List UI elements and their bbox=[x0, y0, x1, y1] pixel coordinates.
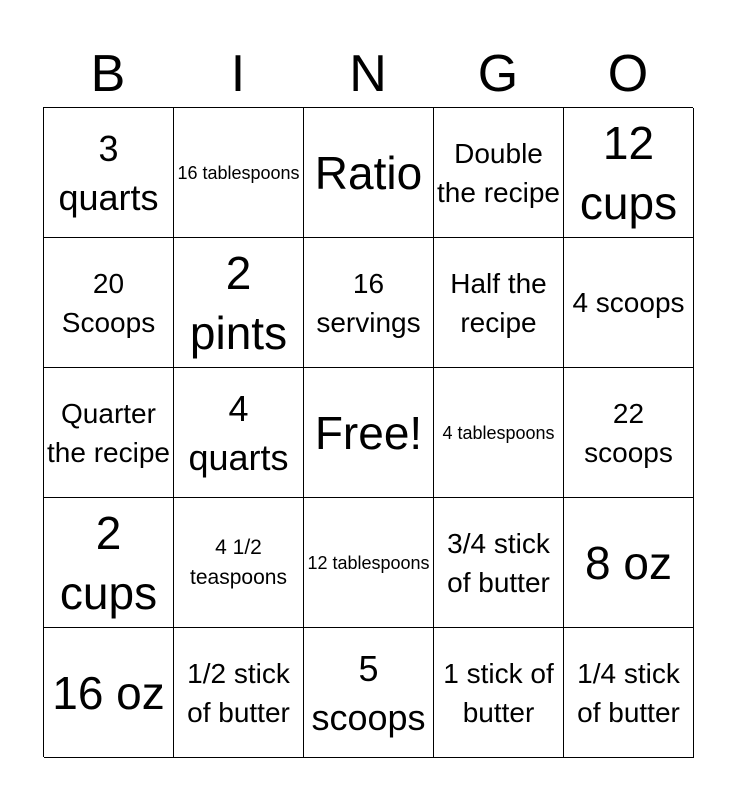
bingo-cell[interactable] bbox=[174, 108, 304, 238]
cell-text: 4 1/2 teaspoons bbox=[190, 535, 287, 589]
bingo-cell[interactable] bbox=[564, 368, 694, 498]
bingo-cell[interactable] bbox=[44, 238, 174, 368]
bingo-cell[interactable] bbox=[434, 368, 564, 498]
bingo-cell[interactable] bbox=[564, 108, 694, 238]
header-letter-b: B bbox=[90, 45, 126, 103]
cell-text: 16 oz bbox=[52, 666, 165, 719]
cell-text: 16 tablespoons bbox=[177, 162, 300, 183]
cell-text: 1/4 stick of butter bbox=[577, 657, 680, 728]
bingo-cell[interactable] bbox=[174, 498, 304, 628]
bingo-cell[interactable] bbox=[434, 628, 564, 758]
cell-text: Half the recipe bbox=[450, 267, 547, 338]
cell-text: 1/2 stick of butter bbox=[187, 657, 290, 728]
cell-text: Double the recipe bbox=[437, 137, 560, 208]
bingo-cell[interactable] bbox=[564, 628, 694, 758]
header-letter-n: N bbox=[349, 45, 387, 103]
bingo-cell[interactable] bbox=[434, 108, 564, 238]
bingo-cell-free[interactable] bbox=[304, 368, 434, 498]
bingo-header bbox=[43, 40, 693, 108]
bingo-cell[interactable] bbox=[434, 238, 564, 368]
cell-text: 4 quarts bbox=[188, 387, 289, 478]
bingo-cell[interactable] bbox=[564, 238, 694, 368]
header-letter-i: I bbox=[230, 45, 246, 103]
cell-text: Ratio bbox=[314, 146, 423, 199]
cell-text: 1 stick of butter bbox=[443, 657, 554, 728]
cell-text: 3 quarts bbox=[58, 127, 159, 218]
cell-text: 12 tablespoons bbox=[307, 552, 430, 573]
bingo-cell[interactable] bbox=[44, 628, 174, 758]
bingo-cell[interactable] bbox=[304, 238, 434, 368]
cell-text: 3/4 stick of butter bbox=[447, 527, 550, 598]
bingo-cell[interactable] bbox=[304, 628, 434, 758]
bingo-board bbox=[43, 107, 693, 757]
bingo-cell[interactable] bbox=[44, 498, 174, 628]
cell-text: 22 scoops bbox=[584, 397, 673, 468]
bingo-cell[interactable] bbox=[174, 628, 304, 758]
bingo-cell[interactable] bbox=[304, 498, 434, 628]
bingo-cell[interactable] bbox=[434, 498, 564, 628]
cell-text: 16 servings bbox=[316, 267, 421, 338]
cell-text: 5 scoops bbox=[311, 647, 426, 738]
cell-text: 4 tablespoons bbox=[442, 422, 555, 443]
cell-text: 20 Scoops bbox=[61, 267, 156, 338]
cell-text: 8 oz bbox=[585, 536, 672, 589]
header-letter-g: G bbox=[477, 45, 519, 103]
bingo-cell[interactable] bbox=[44, 108, 174, 238]
bingo-cell[interactable] bbox=[564, 498, 694, 628]
cell-text: Quarter the recipe bbox=[47, 397, 170, 468]
bingo-cell[interactable] bbox=[304, 108, 434, 238]
cell-text: 2 pints bbox=[189, 246, 288, 359]
bingo-cell[interactable] bbox=[44, 368, 174, 498]
bingo-cell[interactable] bbox=[174, 238, 304, 368]
cell-text: 2 cups bbox=[59, 506, 158, 619]
bingo-cell[interactable] bbox=[174, 368, 304, 498]
cell-text: 12 cups bbox=[579, 116, 678, 229]
cell-text: 4 scoops bbox=[572, 287, 685, 318]
cell-text: Free! bbox=[314, 406, 423, 459]
header-letter-o: O bbox=[607, 45, 649, 103]
